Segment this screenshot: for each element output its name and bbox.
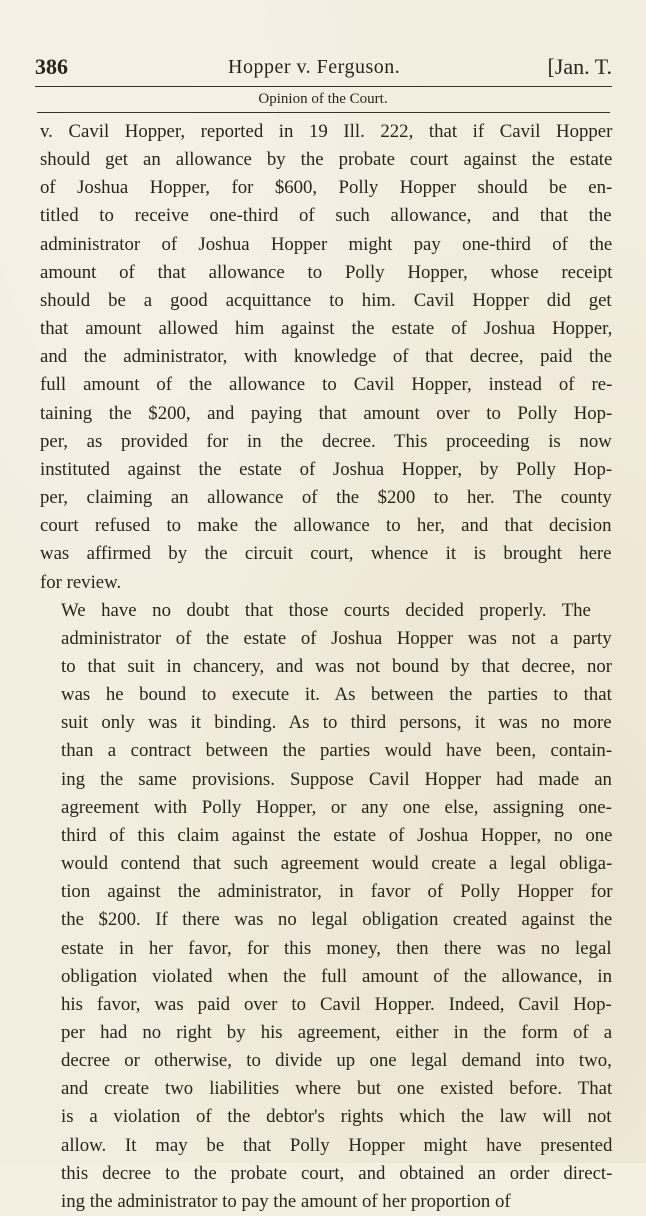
text-line: ing the same provisions. Suppose Cavil Hopper had made an	[61, 768, 612, 790]
text-line: instituted against the estate of Joshua Hopper, by Polly Hop-	[40, 458, 613, 480]
text-line: to that suit in chancery, and was not bound by that decree, nor	[61, 655, 613, 677]
case-title: Hopper v. Ferguson.	[228, 56, 401, 78]
text-line: court refused to make the allowance to her, and that decision	[40, 515, 612, 537]
text-line: suit only was it binding. As to third persons, it was no more	[61, 712, 612, 734]
text-line: this decree to the probate court, and obtained an order direct-	[61, 1162, 613, 1184]
text-line: was he bound to execute it. As between the parties to that	[61, 684, 612, 706]
text-line: ing the administrator to pay the amount of her proportion of	[61, 1190, 511, 1212]
text-line: than a contract between the parties would have been, contain-	[61, 740, 613, 762]
text-line: should get an allowance by the probate court against the estate	[40, 149, 613, 171]
text-line: per, claiming an allowance of the $200 to her. The county	[40, 487, 612, 509]
text-line: and the administrator, with knowledge of that decree, paid the	[40, 346, 612, 368]
text-line: administrator of Joshua Hopper might pay one-third of the	[40, 233, 613, 255]
text-line: per, as provided for in the decree. This proceeding is now	[40, 430, 612, 452]
text-line: allow. It may be that Polly Hopper might have presented	[61, 1134, 613, 1156]
text-line: titled to receive one-third of such allowance, and that the	[40, 205, 612, 227]
text-line: his favor, was paid over to Cavil Hopper. Indeed, Cavil Hop-	[61, 993, 612, 1015]
text-line: tion against the administrator, in favor of Polly Hopper for	[61, 881, 613, 903]
text-line: administrator of the estate of Joshua Hopper was not a party	[61, 627, 612, 649]
text-line: was affirmed by the circuit court, whence it is brought here	[40, 543, 612, 565]
text-line: full amount of the allowance to Cavil Hopper, instead of re-	[40, 374, 613, 396]
page-number: 386	[35, 54, 68, 79]
text-line: for review.	[40, 571, 122, 593]
header-rule	[35, 86, 612, 87]
text-line: decree or otherwise, to divide up one legal demand into two,	[61, 1050, 612, 1072]
text-line: third of this claim against the estate of Joshua Hopper, no one	[61, 824, 613, 846]
text-line: of Joshua Hopper, for $600, Polly Hopper should be en-	[40, 177, 613, 199]
text-line: and create two liabilities where but one existed before. That	[61, 1078, 613, 1100]
paragraph-2	[40, 597, 612, 1216]
text-line: agreement with Polly Hopper, or any one else, assigning one-	[61, 796, 612, 818]
text-line: amount of that allowance to Polly Hopper, whose receipt	[40, 261, 613, 283]
text-line: the $200. If there was no legal obligation created against the	[61, 909, 613, 931]
section-rule	[37, 112, 610, 113]
text-line: v. Cavil Hopper, reported in 19 Ill. 222, that if Cavil Hopper	[40, 121, 613, 142]
text-line: taining the $200, and paying that amount over to Polly Hop-	[40, 402, 613, 424]
text-line: We have no doubt that those courts decided properly. The	[61, 599, 591, 621]
term-label: [Jan. T.	[547, 54, 612, 79]
text-line: would contend that such agreement would create a legal obliga-	[61, 853, 613, 875]
text-line: obligation violated when the full amount of the allowance, in	[61, 965, 612, 987]
text-line: should be a good acquittance to him. Cavil Hopper did get	[40, 289, 612, 311]
opinion-text	[40, 118, 612, 1216]
paragraph-1	[40, 118, 612, 597]
text-line: is a violation of the debtor's rights which the law will not	[61, 1106, 612, 1128]
text-line: estate in her favor, for this money, then there was no legal	[61, 937, 612, 959]
text-line: per had no right by his agreement, either in the form of a	[61, 1022, 613, 1043]
running-head	[35, 52, 612, 82]
text-line: that amount allowed him against the estate of Joshua Hopper,	[40, 318, 613, 340]
section-heading: Opinion of the Court.	[258, 91, 388, 107]
